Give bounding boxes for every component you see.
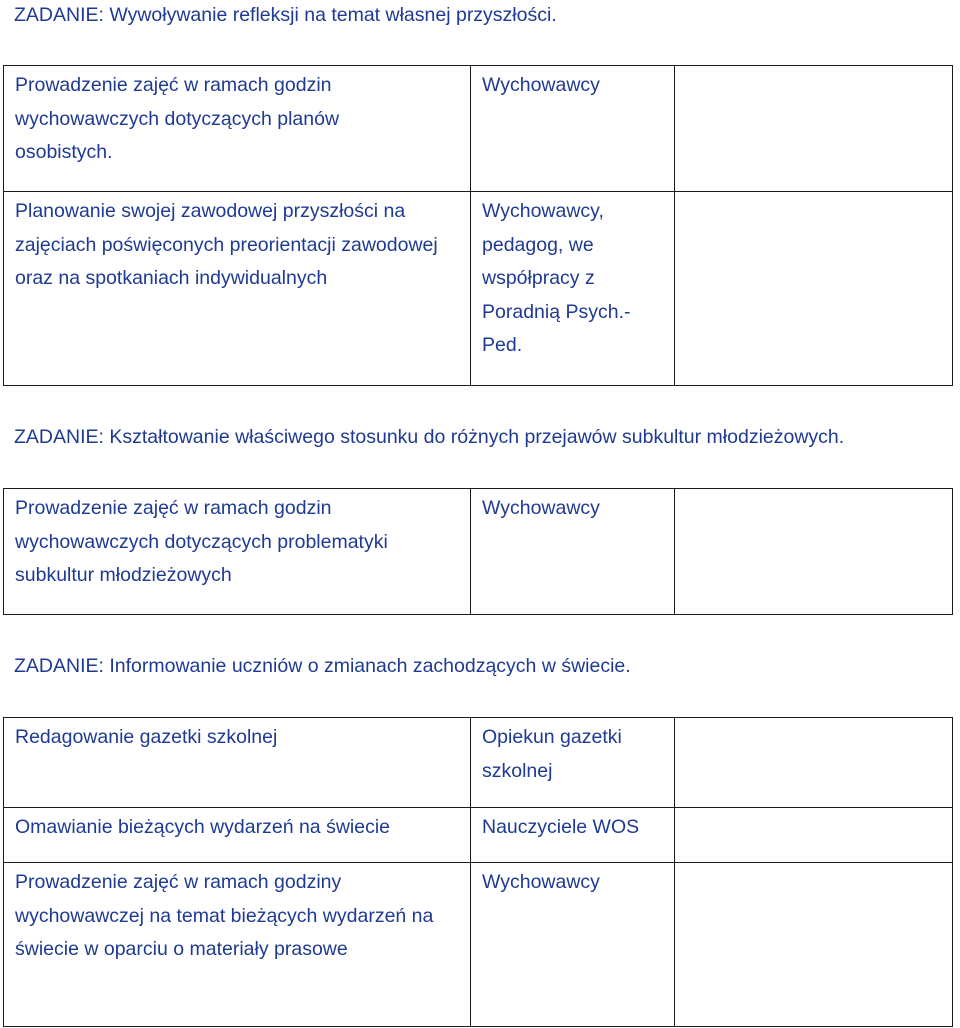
activity-cell bbox=[4, 192, 471, 386]
activity-text: Prowadzenie zajęć w ramach godziny wychowawczej na temat bieżących wydarzeń na świecie w oparciu o materiały prasowe bbox=[15, 871, 434, 960]
task-table-1 bbox=[3, 65, 953, 386]
responsible-cell bbox=[471, 489, 675, 615]
table-row bbox=[4, 192, 953, 386]
responsible-cell bbox=[471, 863, 675, 1027]
responsible-text: Opiekun gazetki szkolnej bbox=[482, 726, 622, 782]
activity-text: Prowadzenie zajęć w ramach godzin wychowawczych dotyczących problematyki subkultur młodzieżowych bbox=[15, 497, 388, 586]
table-row bbox=[4, 808, 953, 863]
responsible-text: Nauczyciele WOS bbox=[482, 816, 640, 838]
activity-cell bbox=[4, 808, 471, 863]
task-heading-3: ZADANIE: Informowanie uczniów o zmianach zachodzących w świecie. bbox=[14, 655, 631, 677]
table-row bbox=[4, 489, 953, 615]
term-cell bbox=[675, 863, 953, 1027]
activity-cell bbox=[4, 66, 471, 192]
task-table-2 bbox=[3, 488, 953, 615]
responsible-cell bbox=[471, 66, 675, 192]
activity-cell bbox=[4, 863, 471, 1027]
table-row bbox=[4, 863, 953, 1027]
activity-text: Prowadzenie zajęć w ramach godzin wychowawczych dotyczących planów osobistych. bbox=[15, 74, 340, 163]
table-row bbox=[4, 718, 953, 808]
term-cell bbox=[675, 66, 953, 192]
activity-text: Omawianie bieżących wydarzeń na świecie bbox=[15, 816, 391, 838]
term-cell bbox=[675, 808, 953, 863]
responsible-cell bbox=[471, 808, 675, 863]
task-heading-2: ZADANIE: Kształtowanie właściwego stosunku do różnych przejawów subkultur młodzieżowych. bbox=[14, 426, 845, 448]
responsible-text: Wychowawcy bbox=[482, 497, 600, 519]
responsible-cell bbox=[471, 192, 675, 386]
term-cell bbox=[675, 489, 953, 615]
term-cell bbox=[675, 192, 953, 386]
term-cell bbox=[675, 718, 953, 808]
activity-text: Planowanie swojej zawodowej przyszłości na zajęciach poświęconych preorientacji zawodowej oraz na spotkaniach indywidualnych bbox=[15, 200, 438, 289]
responsible-text: Wychowawcy bbox=[482, 74, 600, 96]
table-row bbox=[4, 66, 953, 192]
activity-cell bbox=[4, 718, 471, 808]
task-table-3 bbox=[3, 717, 953, 1027]
responsible-text: Wychowawcy, pedagog, we współpracy z Poradnią Psych.-Ped. bbox=[482, 200, 631, 356]
responsible-cell bbox=[471, 718, 675, 808]
activity-text: Redagowanie gazetki szkolnej bbox=[15, 726, 278, 748]
responsible-text: Wychowawcy bbox=[482, 871, 600, 893]
task-heading-1: ZADANIE: Wywoływanie refleksji na temat własnej przyszłości. bbox=[14, 4, 557, 26]
activity-cell bbox=[4, 489, 471, 615]
